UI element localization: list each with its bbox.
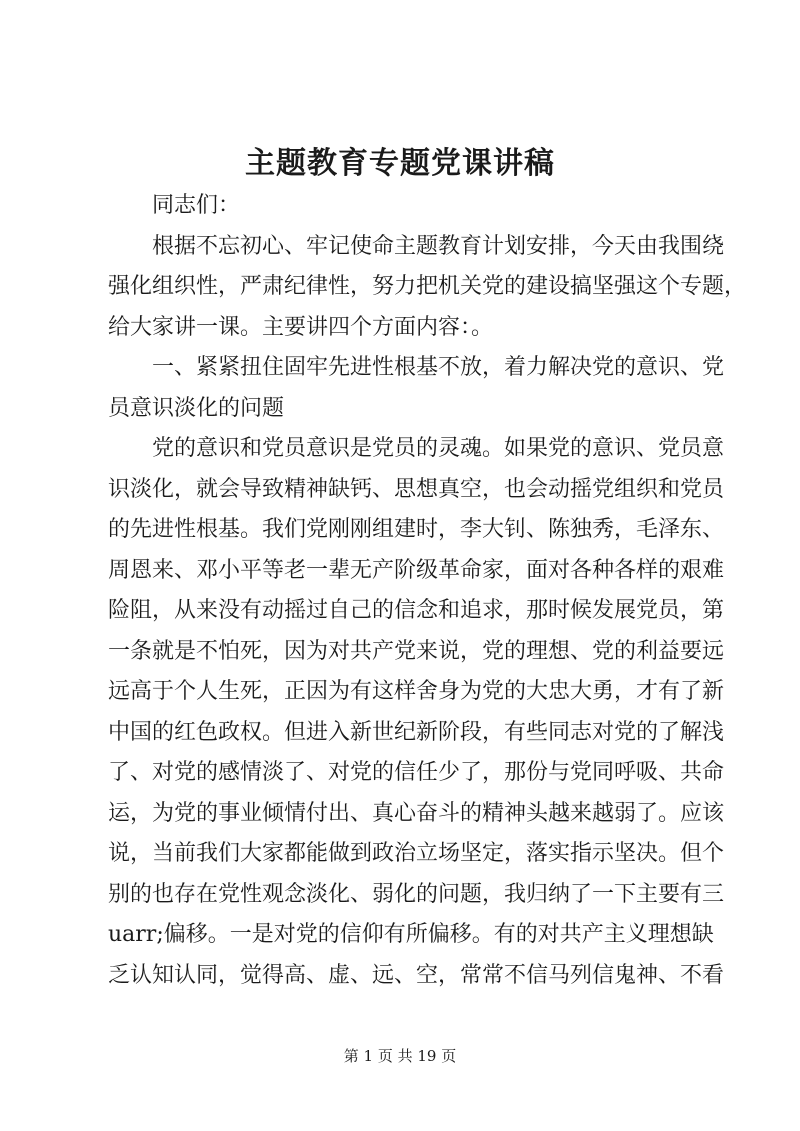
section-heading-line: 一、紧紧扭住固牢先进性根基不放，着力解决党的意识、党 xyxy=(152,355,725,380)
text-line: 运，为党的事业倾情付出、真心奋斗的精神头越来越弱了。应该 xyxy=(108,800,725,826)
document-body xyxy=(108,186,747,996)
section-heading-line: 员意识淡化的问题 xyxy=(108,395,285,421)
text-line: uarr;偏移。一是对党的信仰有所偏移。有的对共产主义理想缺 xyxy=(108,922,714,947)
text-line: 周恩来、邓小平等老一辈无产阶级革命家，面对各种各样的艰难 xyxy=(108,557,725,583)
text-line: 别的也存在党性观念淡化、弱化的问题，我归纳了一下主要有三 xyxy=(108,881,725,907)
page-number-footer: 第 1 页 共 19 页 xyxy=(343,1047,457,1065)
text-line: 根据不忘初心、牢记使命主题教育计划安排，今天由我围绕 xyxy=(152,233,725,259)
text-line: 的先进性根基。我们党刚刚组建时，李大钊、陈独秀，毛泽东、 xyxy=(108,517,725,542)
text-line: 远高于个人生死，正因为有这样舍身为党的大忠大勇，才有了新 xyxy=(108,679,725,704)
salutation-line: 同志们： xyxy=(152,193,241,218)
document-title: 主题教育专题党课讲稿 xyxy=(245,146,555,181)
text-line: 党的意识和党员意识是党员的灵魂。如果党的意识、党员意 xyxy=(152,436,725,461)
text-line: 识淡化，就会导致精神缺钙、思想真空，也会动摇党组织和党员 xyxy=(108,476,725,502)
text-line: 强化组织性，严肃纪律性，努力把机关党的建设搞坚强这个专题， xyxy=(108,274,747,299)
text-line: 给大家讲一课。主要讲四个方面内容：。 xyxy=(108,314,494,340)
text-line: 一条就是不怕死，因为对共产党来说，党的理想、党的利益要远 xyxy=(108,638,725,664)
text-line: 说，当前我们大家都能做到政治立场坚定，落实指示坚决。但个 xyxy=(108,841,725,866)
text-line: 险阻，从来没有动摇过自己的信念和追求，那时候发展党员，第 xyxy=(108,598,725,623)
text-line: 乏认知认同，觉得高、虚、远、空，常常不信马列信鬼神、不看 xyxy=(108,962,725,988)
text-line: 了、对党的感情淡了、对党的信任少了，那份与党同呼吸、共命 xyxy=(108,760,725,785)
text-line: 中国的红色政权。但进入新世纪新阶段，有些同志对党的了解浅 xyxy=(108,719,725,745)
